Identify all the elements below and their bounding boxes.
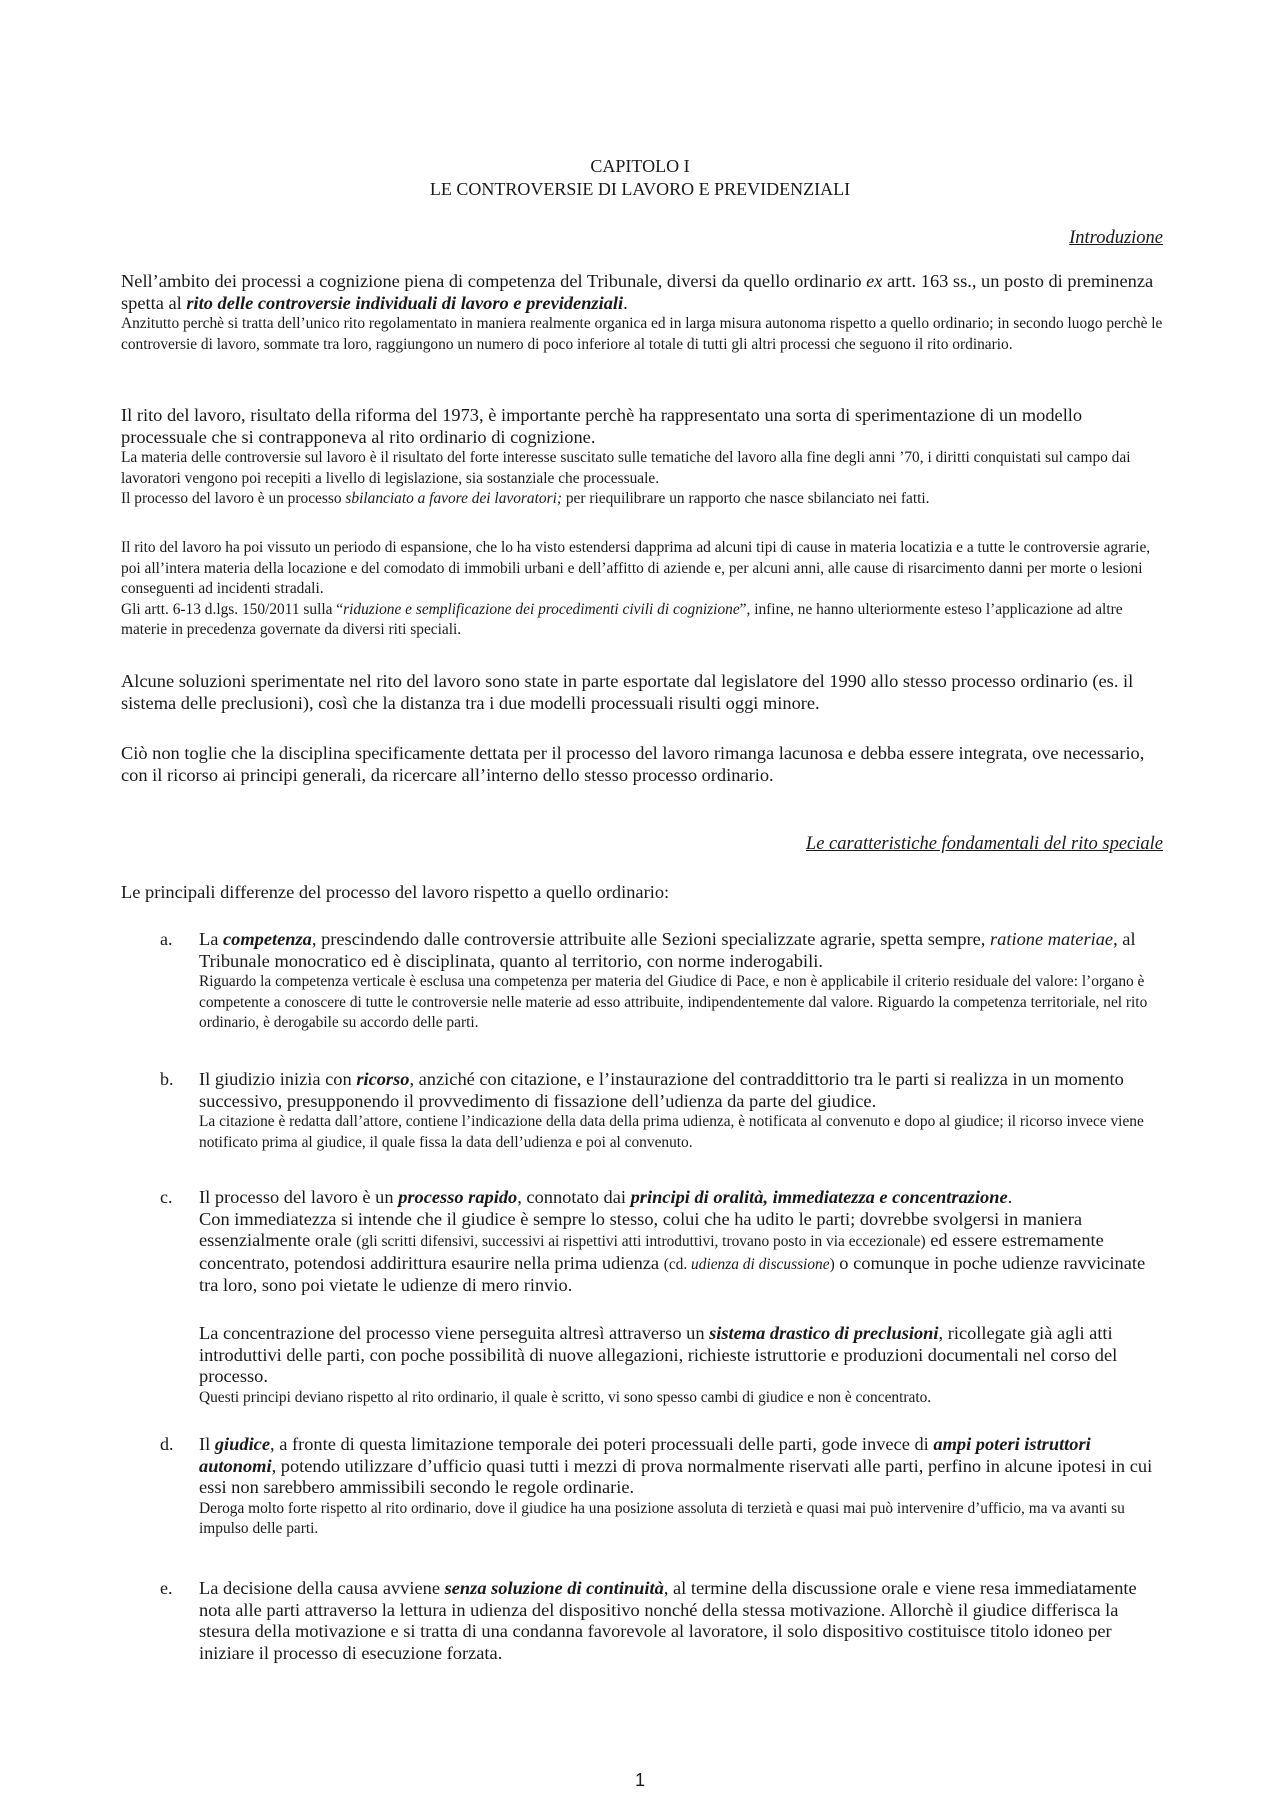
intro-p1-note: Anzitutto perchè si tratta dell’unico rito regolamentato in maniera realmente organica ed in larga misura autonoma rispetto a quello ordinario; in secondo luogo perchè le controversie di lavoro, sommate tra loro, raggiungono un numero di poco inferiore al totale di tutti gli altri processi che seguono il rito ordinario. [121, 315, 1163, 353]
item-b-note: La citazione è redatta dall’attore, contiene l’indicazione della data della prima udienza, è notificata al convenuto e dopo al giudice; il ricorso invece viene notificato prima al giudice, il quale fissa la data dell’udienza e poi al convenuto. [199, 1113, 1144, 1151]
page-number: 1 [634, 1770, 645, 1790]
intro-p3-text: Il rito del lavoro ha poi vissuto un periodo di espansione, che lo ha visto estendersi dapprima ad alcuni tipi di cause in materia locatizia e a tutte le controversie agrarie, poi all’intera materia della locazione e del comodato di immobili urbani e dell’affitto di aziende e, per alcuni anni, alle cause di risarcimento danni per morte o lesioni conseguenti ad incidenti stradali. [121, 539, 1151, 597]
intro-paragraph-5: Ciò non toglie che la disciplina specificamente dettata per il processo del lavoro rimanga lacunosa e debba essere integrata, ove necessario, con il ricorso ai principi generali, da ricercare all’interno dello stesso processo ordinario. [121, 743, 1145, 785]
item-c: Il processo del lavoro è un processo rapido, connotato dai principi di oralità, immediatezza e concentrazione. Con immediatezza si intende che il giudice è sempre lo stesso, colui che ha udito le parti; dovrebbe svolgersi in maniera essenzialmente orale (gli scritti difensivi, successivi ai rispettivi atti introduttivi, trovano posto in via eccezionale) ed essere estremamente concentrato, potendosi addirittura esaurire nella prima udienza (cd. udienza di discussione) o comunque in poche udienze ravvicinate tra loro, sono poi vietate le udienze di mero rinvio. [199, 1187, 1146, 1295]
item-d: Il giudice, a fronte di questa limitazione temporale dei poteri processuali delle parti, gode invece di ampi poteri istruttori autonomi, potendo utilizzare d’ufficio quasi tutti i mezzi di prova normalmente riservati alle parti, perfino in alcune ipotesi in cui essi non sarebbero ammissibili secondo le regole ordinarie. Deroga molto forte rispetto al rito ordinario, dove il giudice ha una posizione assoluta di terzietà e quasi mai può intervenire d’ufficio, ma va avanti su impulso delle parti. [199, 1434, 1153, 1537]
intro-p2-note: La materia delle controversie sul lavoro è il risultato del forte interesse suscitato sulle tematiche del lavoro alla fine degli anni ’70, i diritti conquistati sul campo dai lavoratori vengono poi recepiti a livello di legislazione, sia sostanziale che processuale. [121, 449, 1131, 487]
intro-paragraph-2 [121, 405, 1163, 510]
item-e-marker: e. [160, 1578, 173, 1598]
item-d-marker: d. [160, 1434, 174, 1454]
intro-paragraph-1 [121, 271, 1163, 355]
item-a-note: Riguardo la competenza verticale è esclusa una competenza per materia del Giudice di Pace, e non è applicabile il criterio residuale del valore: l’organo è competente a conoscere di tutte le controversie nelle materie ad esso attribuite, indipendentemente dal valore. Riguardo la competenza territoriale, nel rito ordinario, è derogabile su accordo delle parti. [199, 973, 1148, 1031]
item-a: La competenza, prescindendo dalle controversie attribuite alle Sezioni specializzate agrarie, spetta sempre, ratione materiae, al Tribunale monocratico ed è disciplinata, quanto al territorio, con norme inderogabili. Riguardo la competenza verticale è esclusa una competenza per materia del Giudice di Pace, e non è applicabile il criterio residuale del valore: l’organo è competente a conoscere di tutte le controversie nelle materie ad esso attribuite, indipendentemente dal valore. Riguardo la competenza territoriale, nel rito ordinario, è derogabile su accordo delle parti. [199, 929, 1148, 1031]
item-b: Il giudizio inizia con ricorso, anziché con citazione, e l’instaurazione del contraddittorio tra le parti si realizza in un momento successivo, presupponendo il provvedimento di fissazione dell’udienza da parte del giudice. La citazione è redatta dall’attore, contiene l’indicazione della data della prima udienza, è notificata al convenuto e dopo al giudice; il ricorso invece viene notificato prima al giudice, il quale fissa la data dell’udienza e poi al convenuto. [199, 1069, 1144, 1151]
intro-p1-text: Nell’ambito dei processi a cognizione piena di competenza del Tribunale, diversi da quello ordinario ex artt. 163 ss., un posto di preminenza spetta al rito delle controversie individuali di lavoro e previdenziali. [121, 271, 1154, 313]
intro-paragraph-3 [121, 538, 1163, 641]
item-c-note: Questi principi deviano rispetto al rito ordinario, il quale è scritto, vi sono spesso cambi di giudice e non è concentrato. [199, 1388, 932, 1406]
item-b-marker: b. [160, 1069, 174, 1089]
item-a-marker: a. [160, 929, 173, 949]
intro-p2-note-2: Il processo del lavoro è un processo sbilanciato a favore dei lavoratori; per riequilibrare un rapporto che nasce sbilanciato nei fatti. [121, 490, 930, 507]
features-heading: Le caratteristiche fondamentali del rito speciale [805, 834, 1163, 854]
item-c-marker: c. [160, 1187, 173, 1207]
chapter-number: CAPITOLO I [590, 156, 690, 176]
features-lead: Le principali differenze del processo del lavoro rispetto a quello ordinario: [121, 882, 670, 902]
chapter-title: LE CONTROVERSIE DI LAVORO E PREVIDENZIALI [429, 179, 851, 199]
item-e: La decisione della causa avviene senza soluzione di continuità, al termine della discussione orale e viene resa immediatamente nota alle parti attraverso la lettura in udienza del dispositivo nonché della stessa motivazione. Allorchè il giudice differisca la stesura della motivazione e si tratta di una condanna favorevole al lavoratore, il solo dispositivo costituisce titolo idoneo per iniziare il processo di esecuzione forzata. [199, 1578, 1137, 1663]
item-c-paragraph-2: La concentrazione del processo viene perseguita altresì attraverso un sistema drastico di preclusioni, ricollegate già agli atti introduttivi delle parti, con poche possibilità di nuove allegazioni, richieste istruttorie e produzioni documentali nel corso del processo. Questi principi deviano rispetto al rito ordinario, il quale è scritto, vi sono spesso cambi di giudice e non è concentrato. [199, 1323, 1118, 1406]
intro-heading: Introduzione [1069, 228, 1163, 248]
intro-p3-text-2: Gli artt. 6-13 d.lgs. 150/2011 sulla “riduzione e semplificazione dei procedimenti civili di cognizione”, infine, ne hanno ulteriormente esteso l’applicazione ad altre materie in precedenza governate da diversi riti speciali. [121, 600, 1123, 638]
intro-p2-text: Il rito del lavoro, risultato della riforma del 1973, è importante perchè ha rappresentato una sorta di sperimentazione di un modello processuale che si contrapponeva al rito ordinario di cognizione. [121, 405, 1083, 447]
intro-paragraph-4: Alcune soluzioni sperimentate nel rito del lavoro sono state in parte esportate dal legislatore del 1990 allo stesso processo ordinario (es. il sistema delle preclusioni), così che la distanza tra i due modelli processuali risulti oggi minore. [121, 671, 1134, 713]
item-d-note: Deroga molto forte rispetto al rito ordinario, dove il giudice ha una posizione assoluta di terzietà e quasi mai può intervenire d’ufficio, ma va avanti su impulso delle parti. [199, 1499, 1125, 1537]
